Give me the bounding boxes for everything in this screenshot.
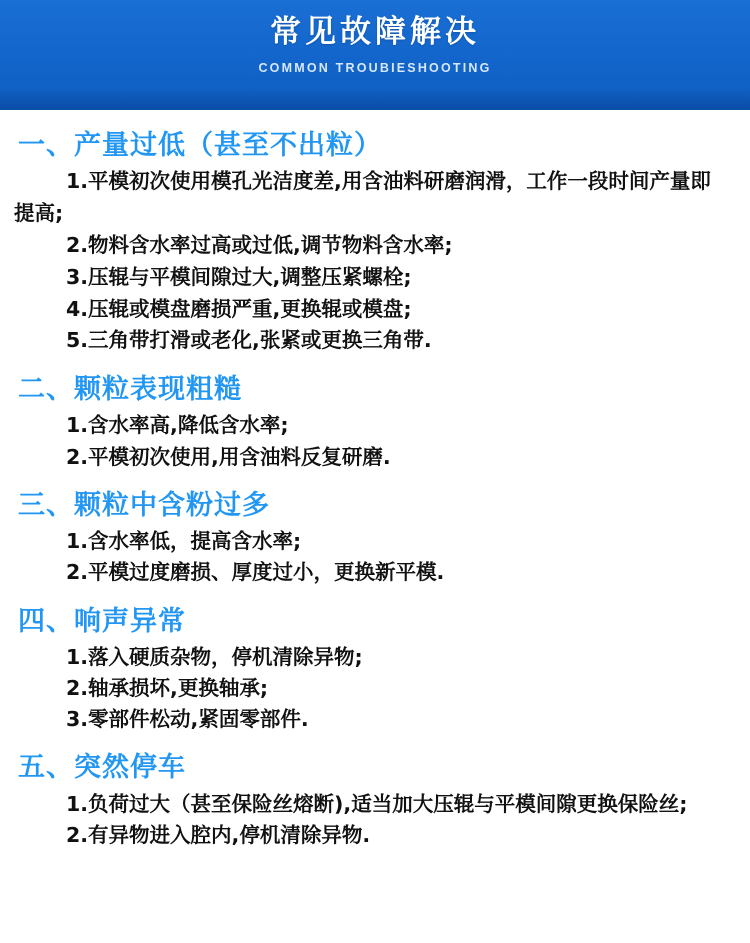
section-5-heading: 五、突然停车 xyxy=(18,752,186,784)
section-spacer xyxy=(14,739,736,750)
section-spacer xyxy=(14,477,736,488)
section-4-heading: 四、响声异常 xyxy=(18,605,186,637)
section-3 xyxy=(14,488,736,589)
list-item: 2.有异物进入腔内,停机清除异物. xyxy=(66,823,371,848)
list-item: 3.压辊与平模间隙过大,调整压紧螺栓; xyxy=(66,264,412,289)
section-5-items xyxy=(14,789,736,851)
list-item: 1.含水率低，提高含水率; xyxy=(66,529,302,554)
section-2-items xyxy=(14,410,736,472)
page-subtitle: COMMON TROUBIESHOOTING xyxy=(258,60,492,75)
section-1 xyxy=(14,128,736,357)
list-item: 2.轴承损坏,更换轴承; xyxy=(66,676,269,701)
section-3-heading: 三、颗粒中含粉过多 xyxy=(18,489,270,521)
section-4 xyxy=(14,604,736,736)
section-1-heading: 一、产量过低（甚至不出粒） xyxy=(18,130,382,161)
list-item: 2.物料含水率过高或过低,调节物料含水率; xyxy=(66,232,453,257)
section-spacer xyxy=(14,361,736,372)
list-item: 3.零部件松动,紧固零部件. xyxy=(66,707,309,732)
list-item: 1.负荷过大（甚至保险丝熔断),适当加大压辊与平模间隙更换保险丝; xyxy=(66,791,688,816)
list-item: 5.三角带打滑或老化,张紧或更换三角带. xyxy=(66,328,432,353)
list-item: 1.平模初次使用模孔光洁度差,用含油料研磨润滑，工作一段时间产量即提高; xyxy=(14,169,711,226)
list-item: 2.平模过度磨损、厚度过小，更换新平模. xyxy=(66,560,445,585)
section-2 xyxy=(14,372,736,473)
section-2-heading: 二、颗粒表现粗糙 xyxy=(18,374,242,406)
list-item: 2.平模初次使用,用含油料反复研磨. xyxy=(66,444,391,469)
section-1-items xyxy=(14,166,736,357)
list-item: 4.压辊或模盘磨损严重,更换辊或模盘; xyxy=(66,296,412,321)
list-item: 1.落入硬质杂物，停机清除异物; xyxy=(66,644,363,669)
page-banner xyxy=(0,0,750,110)
banner-content xyxy=(0,0,750,75)
section-4-items xyxy=(14,642,736,735)
section-5 xyxy=(14,750,736,851)
page-title: 常见故障解决 xyxy=(270,14,480,50)
troubleshooting-content xyxy=(0,110,750,851)
section-3-items xyxy=(14,526,736,588)
section-spacer xyxy=(14,593,736,604)
list-item: 1.含水率高,降低含水率; xyxy=(66,413,289,438)
